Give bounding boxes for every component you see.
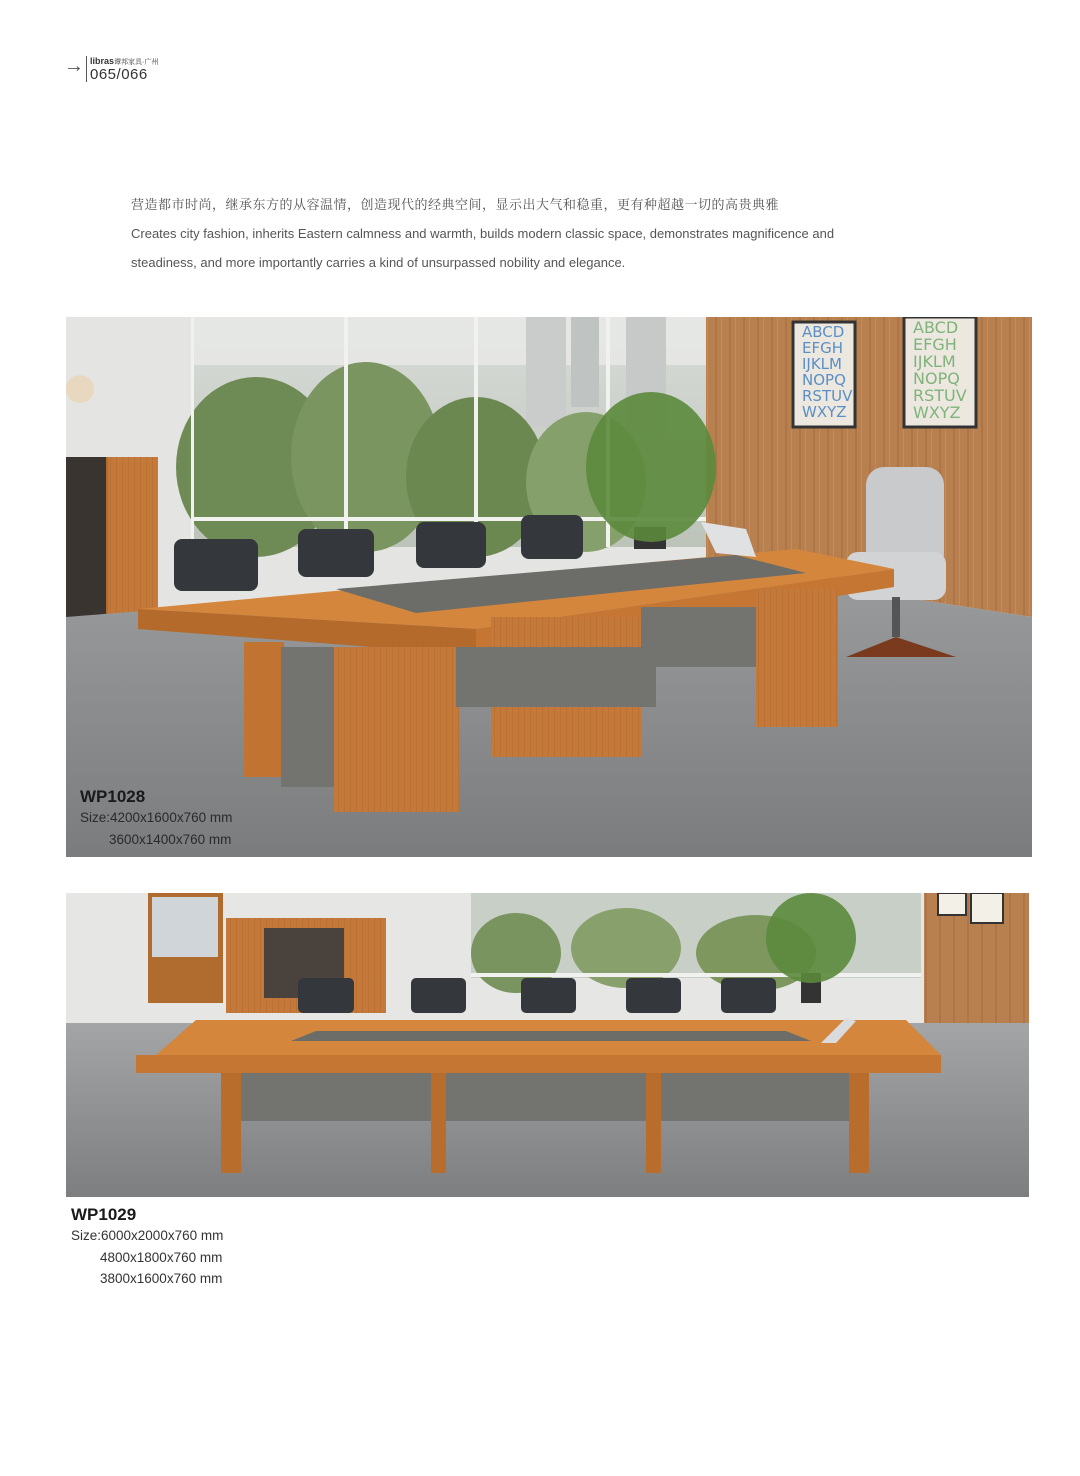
art-letters-b2: EFGH bbox=[913, 335, 957, 354]
art-letters-b6: WXYZ bbox=[913, 403, 961, 422]
art-letters-b5: RSTUV bbox=[913, 386, 967, 405]
art-letters-3: IJKLM bbox=[802, 355, 842, 373]
model-name: WP1028 bbox=[80, 787, 146, 806]
art-letters-6: WXYZ bbox=[802, 403, 847, 421]
brand-logo: libras谭邦家具·广州 bbox=[90, 56, 159, 66]
size-line: Size:4200x1600x760 mm bbox=[80, 810, 233, 825]
art-letters-5: RSTUV bbox=[802, 387, 853, 405]
size-line: 3800x1600x760 mm bbox=[100, 1271, 223, 1286]
art-letters-b1: ABCD bbox=[913, 318, 959, 337]
product-photo-wp1029 bbox=[66, 893, 1029, 1197]
model-name: WP1029 bbox=[71, 1205, 137, 1224]
size-line: 4800x1800x760 mm bbox=[100, 1249, 223, 1265]
product-label-wp1028 bbox=[80, 787, 232, 850]
size-line: Size:6000x2000x760 mm bbox=[71, 1228, 224, 1243]
brand-block bbox=[86, 56, 158, 82]
intro-english-line2: steadiness, and more importantly carries a kind of unsurpassed nobility and elegance. bbox=[131, 255, 626, 270]
art-letters-1: ABCD bbox=[802, 323, 845, 341]
page-header bbox=[64, 56, 158, 82]
art-letters-4: NOPQ bbox=[802, 371, 846, 389]
page-numbers: 065/066 bbox=[90, 66, 148, 83]
art-letters-b4: NOPQ bbox=[913, 369, 960, 388]
product-label-wp1029 bbox=[71, 1205, 223, 1290]
size-line: 3600x1400x760 mm bbox=[109, 831, 232, 847]
arrow-right-icon: → bbox=[64, 55, 84, 77]
intro-chinese: 营造都市时尚，继承东方的从容温情，创造现代的经典空间，显示出大气和稳重，更有种超越一切的高贵典雅 bbox=[131, 197, 780, 212]
intro-english-line1: Creates city fashion, inherits Eastern calmness and warmth, builds modern classic space, demonstrates magnificence and bbox=[131, 226, 835, 241]
art-letters-b3: IJKLM bbox=[913, 352, 956, 371]
product-photo-wp1028 bbox=[66, 317, 1032, 857]
intro-text bbox=[131, 190, 931, 277]
art-letters-2: EFGH bbox=[802, 339, 844, 357]
